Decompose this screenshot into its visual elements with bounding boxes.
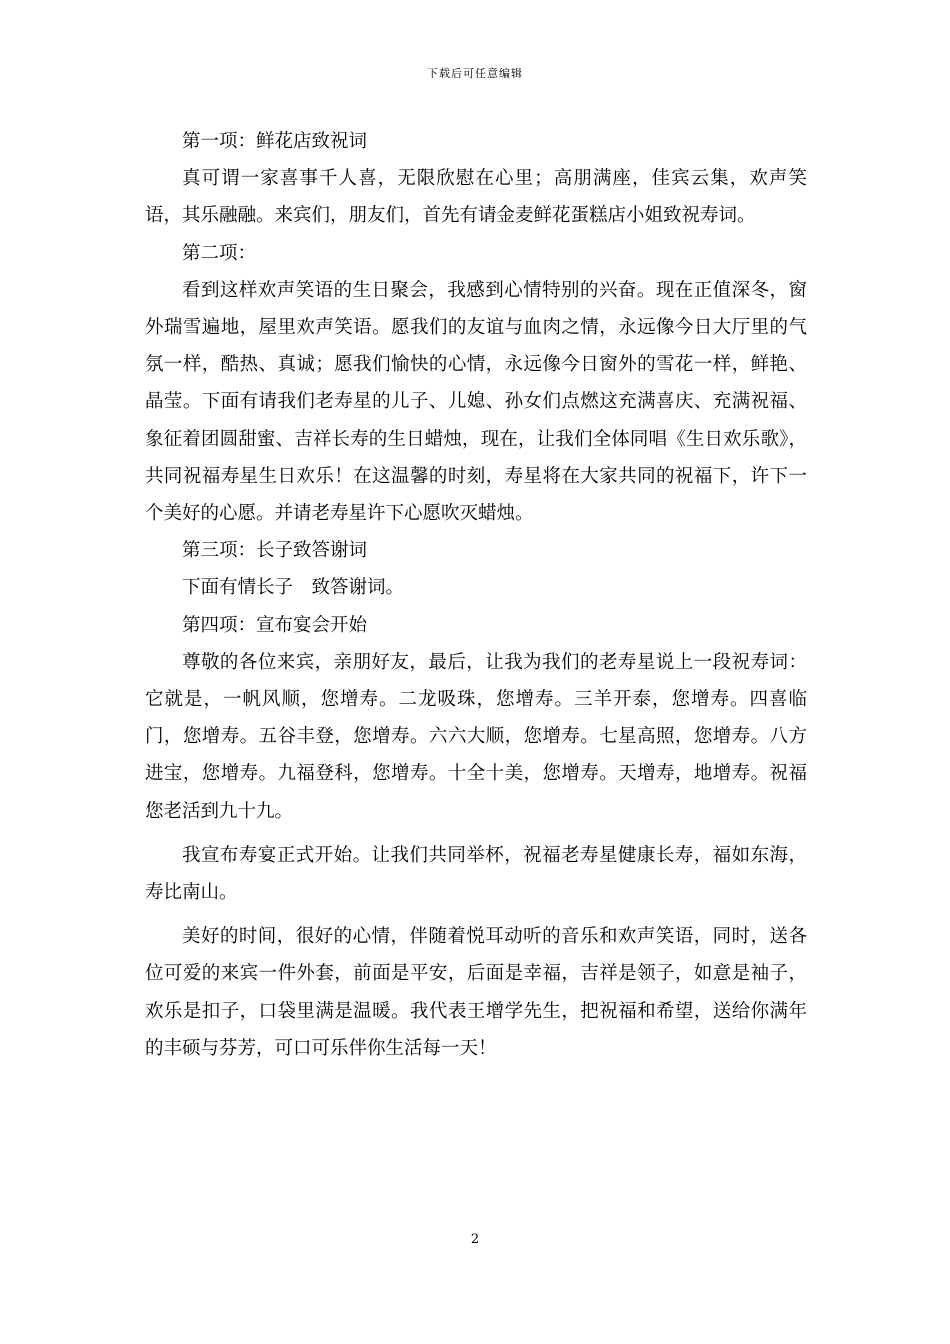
paragraph-item-3-heading: 第三项：长子致答谢词 bbox=[182, 540, 368, 562]
document-body bbox=[145, 123, 807, 1067]
page-header: 下载后可任意编辑 bbox=[427, 67, 523, 80]
paragraph-item-1-heading: 第一项：鲜花店致祝词 bbox=[182, 131, 368, 152]
paragraph-birthday-candles: 看到这样欢声笑语的生日聚会，我感到心情特别的兴奋。现在正值深冬，窗外瑞雪遍地，屋里欢声笑语。愿我们的友谊与血肉之情，永远像今日大厅里的气氛一样，酷热、真诚；愿我们愉快的心情，永远像今日窗外的雪花一样，鲜艳、晶莹。下面有请我们老寿星的儿子、儿媳、孙女们点燃这充满喜庆、充满祝福、象征着团圆甜蜜、吉祥长寿的生日蜡烛，现在，让我们全体同唱《生日欢乐歌》，共同祝福寿星生日欢乐！在这温馨的时刻，寿星将在大家共同的祝福下，许下一个美好的心愿。并请老寿星许下心愿吹灭蜡烛。 bbox=[145, 279, 807, 525]
paragraph-longevity-blessing: 尊敬的各位来宾，亲朋好友，最后，让我为我们的老寿星说上一段祝寿词：它就是，一帆风顺，您增寿。二龙吸珠，您增寿。三羊开泰，您增寿。四喜临门，您增寿。五谷丰登，您增寿。六六大顺，您增寿。七星高照，您增寿。八方进宝，您增寿。九福登科，您增寿。十全十美，您增寿。天增寿，地增寿。祝福您老活到九十九。 bbox=[145, 651, 807, 822]
page-number: 2 bbox=[470, 1232, 480, 1247]
paragraph-eldest-son-thanks: 下面有情长子 致答谢词。 bbox=[182, 577, 405, 599]
paragraph-closing-wishes: 美好的时间，很好的心情，伴随着悦耳动听的音乐和欢声笑语，同时，送各位可爱的来宾一件外套，前面是平安，后面是幸福，吉祥是领子，如意是袖子，欢乐是扣子，口袋里满是温暖。我代表王增学先生，把祝福和希望，送给你满年的丰硕与芬芳，可口可乐伴你生活每一天！ bbox=[145, 926, 807, 1059]
paragraph-banquet-opening: 我宣布寿宴正式开始。让我们共同举杯，祝福老寿星健康长寿，福如东海，寿比南山。 bbox=[145, 844, 807, 904]
paragraph-item-2-heading: 第二项： bbox=[182, 242, 257, 264]
paragraph-flower-shop-intro: 真可谓一家喜事千人喜，无限欣慰在心里；高朋满座，佳宾云集，欢声笑语，其乐融融。来宾们，朋友们，首先有请金麦鲜花蛋糕店小姐致祝寿词。 bbox=[145, 168, 807, 227]
paragraph-item-4-heading: 第四项：宣布宴会开始 bbox=[182, 614, 368, 636]
